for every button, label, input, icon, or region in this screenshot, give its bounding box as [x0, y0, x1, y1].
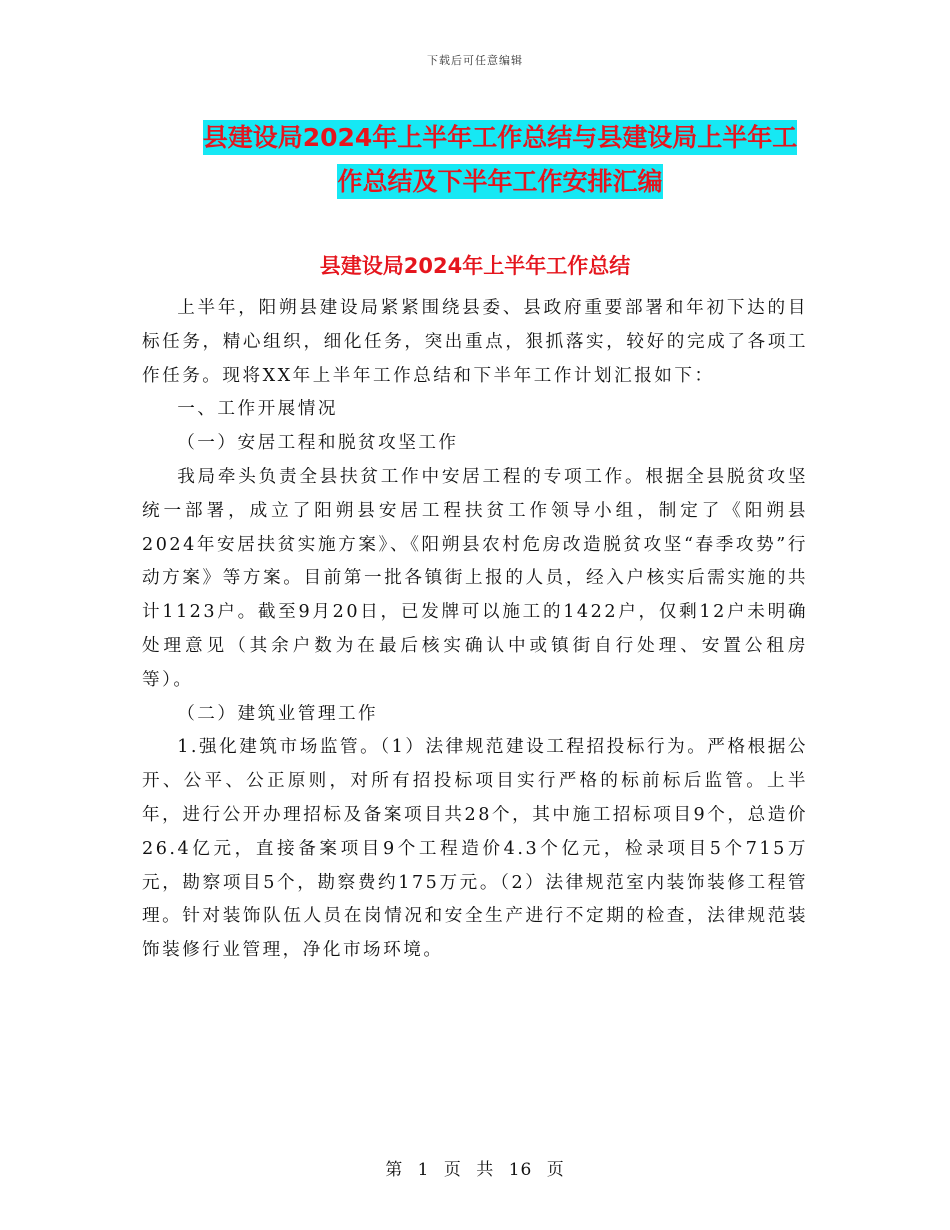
document-title — [140, 116, 860, 204]
housing-paragraph: 我局牵头负责全县扶贫工作中安居工程的专项工作。根据全县脱贫攻坚统一部署，成立了阳朔县安居工程扶贫工作领导小组，制定了《阳朔县2024年安居扶贫实施方案》、《阳朔县农村危房改造脱贫攻坚“春季攻势”行动方案》等方案。目前第一批各镇街上报的人员，经入户核实后需实施的共计1123户。截至9月20日，已发牌可以施工的1422户，仅剩12户未明确处理意见（其余户数为在最后核实确认中或镇街自行处理、安置公租房等）。 — [142, 466, 808, 690]
construction-paragraph: 1.强化建筑市场监管。（1）法律规范建设工程招投标行为。严格根据公开、公平、公正原则，对所有招投标项目实行严格的标前标后监管。上半年，进行公开办理招标及备案项目共28个，其中施工招标项目9个，总造价26.4亿元，直接备案项目9个工程造价4.3个亿元，检录项目5个715万元，勘察项目5个，勘察费约175万元。（2）法律规范室内装饰装修工程管理。针对装饰队伍人员在岗情况和安全生产进行不定期的检查，法律规范装饰装修行业管理，净化市场环境。 — [142, 737, 808, 961]
heading-work-status: 一、工作开展情况 — [177, 399, 338, 420]
subheading-housing: （一）安居工程和脱贫攻坚工作 — [177, 433, 459, 454]
footer-prefix: 第 — [385, 1160, 404, 1180]
section-title: 县建设局2024年上半年工作总结 — [319, 254, 631, 278]
page-footer — [0, 1155, 950, 1180]
footer-total-unit: 页 — [546, 1160, 565, 1180]
footer-page-unit: 页 — [443, 1160, 462, 1180]
footer-page-number: 1 — [417, 1160, 430, 1180]
title-line-1: 县建设局2024年上半年工作总结与县建设局上半年工 — [203, 120, 798, 155]
intro-paragraph: 上半年，阳朔县建设局紧紧围绕县委、县政府重要部署和年初下达的目标任务，精心组织，细化任务，突出重点，狠抓落实，较好的完成了各项工作任务。现将XX年上半年工作总结和下半年工作计划汇报如下： — [142, 298, 808, 386]
title-line-2: 作总结及下半年工作安排汇编 — [337, 164, 662, 199]
footer-total-prefix: 共 — [476, 1160, 495, 1180]
document-body — [142, 292, 808, 968]
subheading-construction: （二）建筑业管理工作 — [177, 703, 379, 724]
header-note: 下载后可任意编辑 — [427, 54, 523, 67]
footer-total-pages: 16 — [508, 1160, 533, 1180]
